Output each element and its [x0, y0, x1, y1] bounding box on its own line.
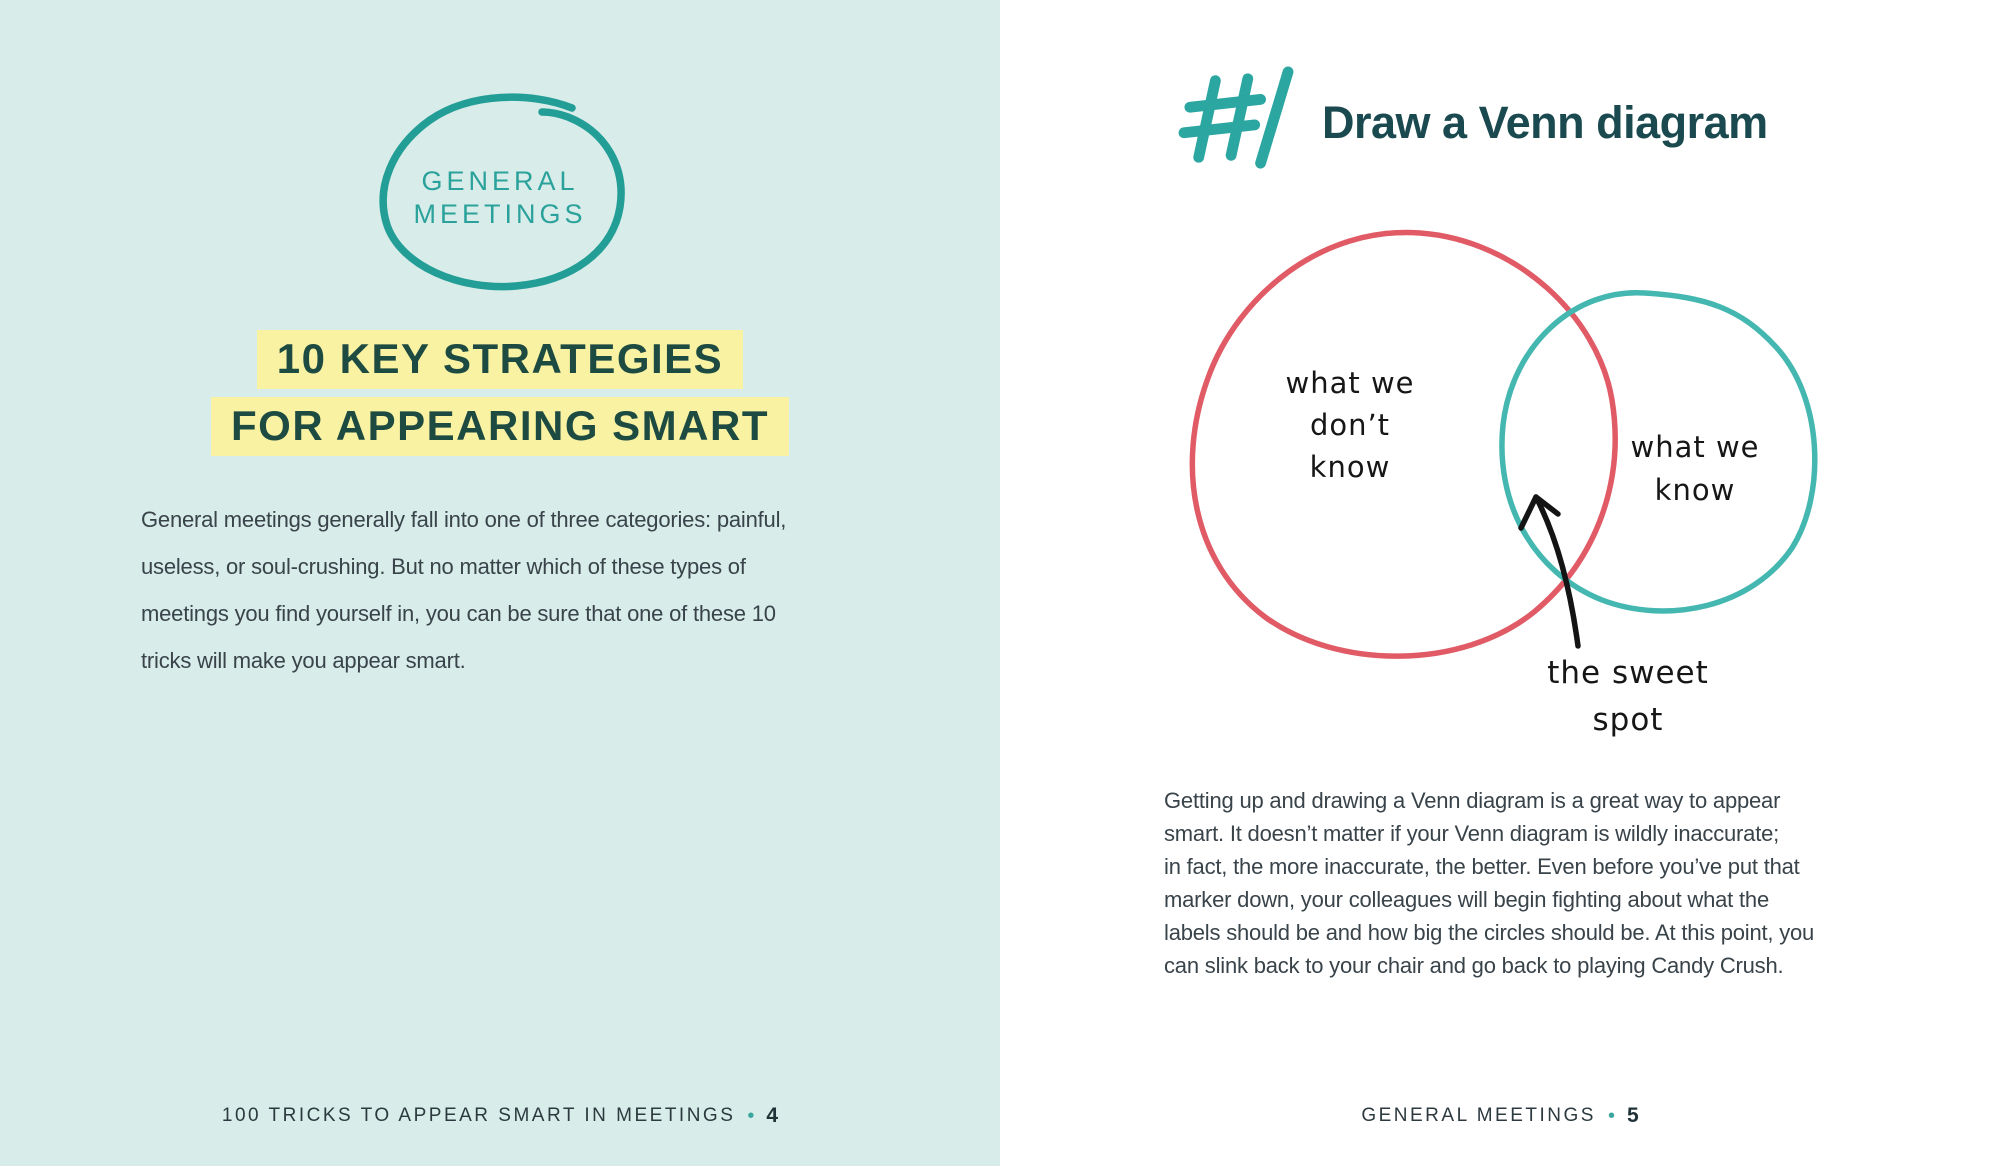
- page-number: 4: [766, 1104, 779, 1127]
- trick-title-text: Draw a Venn diagram: [1322, 97, 1768, 148]
- running-title: 100 TRICKS TO APPEAR SMART IN MEETINGS: [221, 1105, 736, 1126]
- venn-right-label: [1590, 426, 1800, 512]
- chapter-heading: [0, 330, 1000, 464]
- badge-line-1: GENERAL: [421, 166, 579, 196]
- venn-label-line: don’t: [1309, 408, 1391, 442]
- paragraph-line: marker down, your colleagues will begin fighting about what the: [1164, 887, 1769, 912]
- venn-label-line: know: [1309, 450, 1391, 484]
- sweet-spot-annotation: [1523, 650, 1733, 744]
- paragraph-line: labels should be and how big the circles should be. At this point, you: [1164, 920, 1815, 945]
- running-section: GENERAL MEETINGS: [1361, 1105, 1596, 1126]
- paragraph-line: in fact, the more inaccurate, the better. Even before you’ve put that: [1164, 854, 1800, 879]
- heading-line-1: 10 KEY STRATEGIES: [257, 330, 743, 389]
- paragraph-line: can slink back to your chair and go back to playing Candy Crush.: [1164, 953, 1784, 978]
- footer-dot-icon: •: [1607, 1105, 1615, 1127]
- trick-paragraph: [1164, 784, 1884, 982]
- right-page-footer: [1000, 1104, 2000, 1128]
- paragraph-line: Getting up and drawing a Venn diagram is a great way to appear: [1164, 788, 1781, 813]
- paragraph-line: tricks will make you appear smart.: [141, 648, 466, 673]
- paragraph-line: smart. It doesn’t matter if your Venn diagram is wildly inaccurate;: [1164, 821, 1780, 846]
- intro-paragraph: [141, 496, 901, 684]
- venn-label-line: know: [1654, 473, 1736, 507]
- venn-left-label: [1245, 362, 1455, 488]
- page-number: 5: [1626, 1104, 1639, 1127]
- left-page-footer: [0, 1104, 1000, 1128]
- annotation-line: spot: [1592, 702, 1664, 738]
- annotation-line: the sweet: [1547, 655, 1709, 691]
- right-page: [1000, 0, 2000, 1166]
- venn-label-line: what we: [1630, 430, 1760, 464]
- footer-dot-icon: •: [747, 1105, 755, 1127]
- venn-diagram: [1000, 0, 2000, 1166]
- heading-line-2: FOR APPEARING SMART: [211, 397, 789, 456]
- paragraph-line: General meetings generally fall into one of three categories: painful,: [141, 507, 787, 532]
- paragraph-line: meetings you find yourself in, you can be sure that one of these 10: [141, 601, 776, 626]
- badge-line-2: MEETINGS: [413, 199, 587, 229]
- venn-label-line: what we: [1285, 366, 1415, 400]
- paragraph-line: useless, or soul-crushing. But no matter which of these types of: [141, 554, 746, 579]
- section-badge: [350, 165, 650, 231]
